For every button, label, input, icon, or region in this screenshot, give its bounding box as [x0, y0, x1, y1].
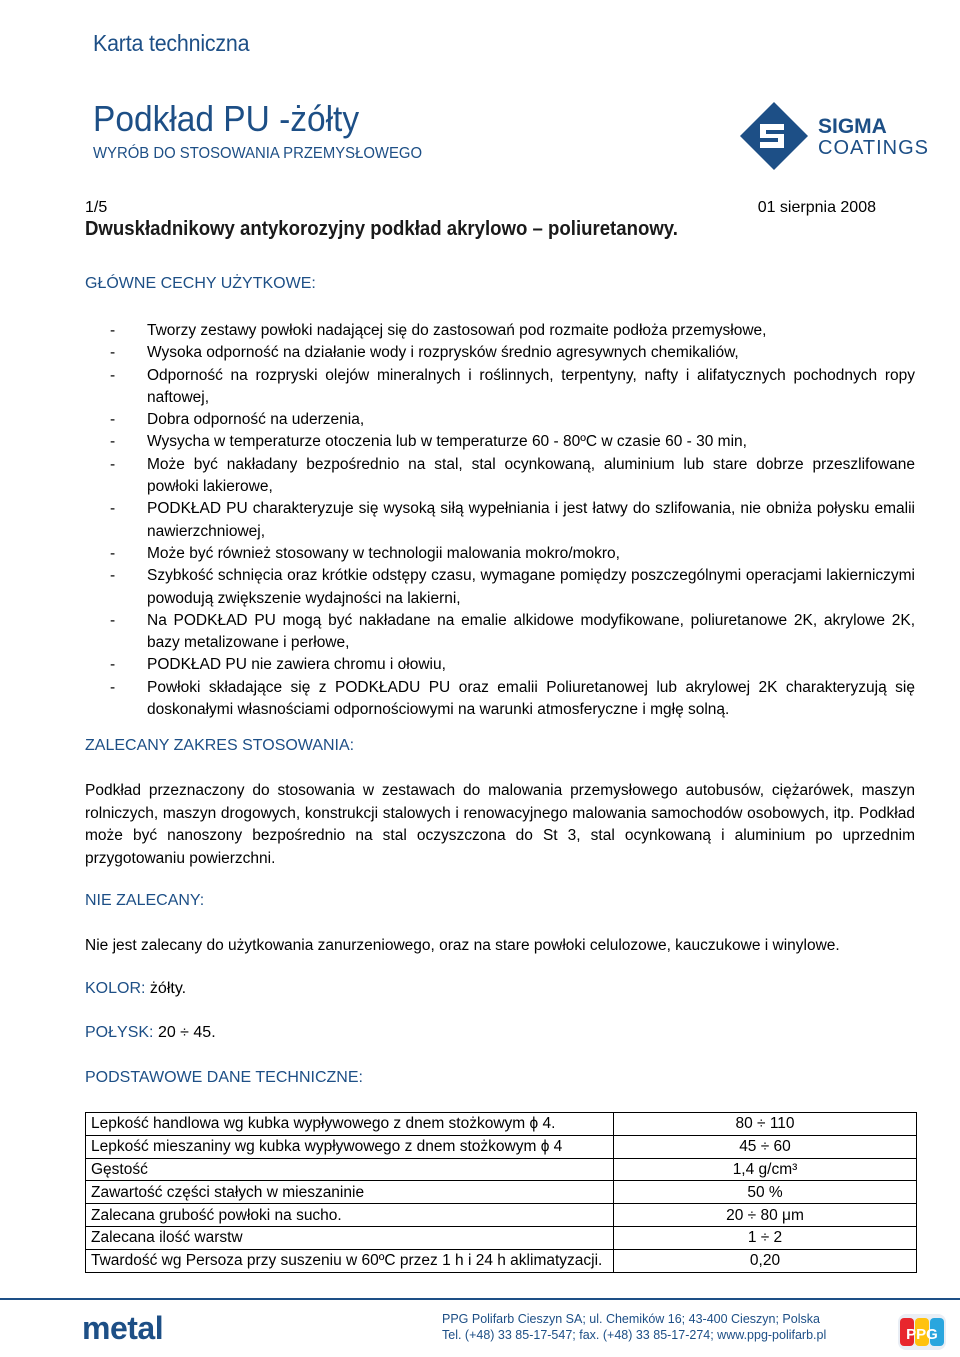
- bullet-dash: -: [110, 455, 116, 473]
- parameter-value: 1,4 g/cm³: [614, 1158, 917, 1181]
- bullet-dash: -: [110, 366, 116, 384]
- bullet-dash: -: [110, 611, 116, 629]
- feature-text: Może być również stosowany w technologii malowania mokro/mokro,: [147, 544, 620, 562]
- sigma-coatings-logo: [738, 100, 928, 172]
- feature-item: [110, 431, 915, 453]
- feature-item: [110, 409, 915, 431]
- parameter-value: 0,20: [614, 1249, 917, 1272]
- ppg-logo-word: PPG: [906, 1326, 938, 1343]
- feature-text: PODKŁAD PU nie zawiera chromu i ołowiu,: [147, 656, 446, 674]
- recommended-text: Podkład przeznaczony do stosowania w zestawach do malowania przemysłowego autobusów, ciężarówek, maszyn rolniczych, maszyn drogowych, konstrukcji stalowych i renowacyjnego malowania samochodów osobowych, itp. Podkład może być nanoszony bezpośrednio na stal oczyszczona do St 3, stal ocynkowaną i aluminium po uprzednim przygotowaniu powierzchni.: [85, 782, 915, 867]
- feature-item: [110, 565, 915, 610]
- parameter-name: Zawartość części stałych w mieszaninie: [86, 1181, 614, 1204]
- parameter-name: Lepkość mieszaniny wg kubka wypływowego z dnem stożkowym ϕ 4: [86, 1135, 614, 1158]
- technical-data-table: [85, 1112, 917, 1273]
- feature-text: Odporność na rozpryski olejów mineralnych i roślinnych, terpentyny, nafty i alifatycznych pochodnych ropy naftowej,: [147, 366, 915, 406]
- not-recommended-heading: NIE ZALECANY:: [85, 892, 205, 909]
- footer-brand: metal: [82, 1310, 164, 1346]
- recommended-heading: ZALECANY ZAKRES STOSOWANIA:: [85, 737, 355, 754]
- feature-text: Na PODKŁAD PU mogą być nakładane na emalie alkidowe modyfikowane, poliuretanowe 2K, akrylowe 2K, bazy metalizowane i perłowe,: [147, 611, 915, 652]
- parameter-value: 1 ÷ 2: [614, 1226, 917, 1249]
- feature-item: [110, 610, 915, 655]
- footer-divider: [0, 1298, 960, 1300]
- feature-text: Wysoka odporność na działanie wody i rozprysków średnio agresywnych chemikaliów,: [147, 344, 739, 362]
- bullet-dash: -: [110, 344, 116, 362]
- parameter-name: Lepkość handlowa wg kubka wypływowego z dnem stożkowym ϕ 4.: [86, 1113, 614, 1136]
- table-row: [86, 1249, 917, 1272]
- parameter-name: Zalecana grubość powłoki na sucho.: [86, 1204, 614, 1227]
- gloss-label: POŁYSK:: [85, 1024, 154, 1041]
- feature-item: [110, 454, 915, 499]
- footer-address: PPG Polifarb Cieszyn SA; ul. Chemików 16; 43-400 Cieszyn; Polska: [442, 1312, 820, 1326]
- table-row: [86, 1135, 917, 1158]
- feature-item: [110, 498, 915, 543]
- table-row: [86, 1113, 917, 1136]
- color-label: KOLOR:: [85, 980, 146, 997]
- parameter-name: Twardość wg Persoza przy suszeniu w 60ºC przez 1 h i 24 h aklimatyzacji.: [86, 1249, 614, 1272]
- logo-word-sigma: SIGMA: [818, 115, 887, 138]
- table-row: [86, 1158, 917, 1181]
- product-headline: Dwuskładnikowy antykorozyjny podkład akrylowo – poliuretanowy.: [85, 218, 678, 240]
- features-list: [110, 320, 915, 721]
- feature-item: [110, 365, 915, 410]
- bullet-dash: -: [110, 411, 116, 429]
- sigma-logo-icon: [738, 100, 928, 172]
- bullet-dash: -: [110, 567, 116, 585]
- footer-contact: Tel. (+48) 33 85-17-547; fax. (+48) 33 85-17-274; www.ppg-polifarb.pl: [442, 1328, 827, 1342]
- feature-text: Szybkość schnięcia oraz krótkie odstępy czasu, wymagane pomiędzy poszczególnymi operacjami lakierniczymi powodują zwiększenie wydajności na lakierni,: [147, 567, 915, 607]
- bullet-dash: -: [110, 678, 116, 696]
- not-recommended-text: Nie jest zalecany do użytkowania zanurzeniowego, oraz na stare powłoki celulozowe, kauczukowe i winylowe.: [85, 937, 840, 954]
- feature-item: [110, 543, 915, 565]
- table-row: [86, 1204, 917, 1227]
- parameter-value: 20 ÷ 80 μm: [614, 1204, 917, 1227]
- parameter-value: 50 %: [614, 1181, 917, 1204]
- logo-word-coatings: COATINGS: [818, 137, 928, 159]
- document-date: 01 sierpnia 2008: [757, 199, 876, 216]
- parameter-value: 45 ÷ 60: [614, 1135, 917, 1158]
- feature-text: Powłoki składające się z PODKŁADU PU oraz emalii Poliuretanowej lub akrylowej 2K charakteryzują się doskonałymi własnościami odpornościowymi na warunki atmosferyczne i mgłę solną.: [147, 678, 915, 719]
- page-number: 1/5: [85, 199, 108, 216]
- table-row: [86, 1181, 917, 1204]
- bullet-dash: -: [110, 433, 116, 451]
- bullet-dash: -: [110, 500, 116, 518]
- color-value: żółty.: [149, 980, 187, 997]
- bullet-dash: -: [110, 322, 116, 339]
- ppg-logo: [898, 1312, 946, 1352]
- parameter-name: Zalecana ilość warstw: [86, 1226, 614, 1249]
- feature-text: Może być nakładany bezpośrednio na stal, stal ocynkowaną, aluminium lub stare dobrze przeszlifowane powłoki lakierowe,: [147, 455, 915, 496]
- feature-item: [110, 654, 915, 676]
- document-type: Karta techniczna: [93, 30, 250, 56]
- technical-heading: PODSTAWOWE DANE TECHNICZNE:: [85, 1069, 363, 1086]
- product-title: Podkład PU -żółty: [93, 98, 360, 139]
- product-subtitle: WYRÓB DO STOSOWANIA PRZEMYSŁOWEGO: [93, 145, 423, 162]
- table-row: [86, 1226, 917, 1249]
- ppg-logo-icon: [898, 1312, 946, 1352]
- feature-text: Dobra odporność na uderzenia,: [147, 411, 365, 429]
- bullet-dash: -: [110, 656, 116, 674]
- feature-item: [110, 677, 915, 722]
- feature-item: [110, 342, 915, 364]
- bullet-dash: -: [110, 544, 116, 562]
- gloss-row: [85, 1024, 216, 1042]
- color-row: [85, 980, 186, 998]
- gloss-value: 20 ÷ 45.: [157, 1024, 216, 1041]
- parameter-value: 80 ÷ 110: [614, 1113, 917, 1136]
- feature-text: PODKŁAD PU charakteryzuje się wysoką siłą wypełniania i jest łatwy do szlifowania, nie obniża połysku emalii nawierzchniowej,: [147, 500, 915, 540]
- feature-text: Tworzy zestawy powłoki nadającej się do zastosowań pod rozmaite podłoża przemysłowe,: [147, 322, 767, 339]
- features-heading: GŁÓWNE CECHY UŻYTKOWE:: [85, 275, 316, 292]
- parameter-name: Gęstość: [86, 1158, 614, 1181]
- feature-text: Wysycha w temperaturze otoczenia lub w temperaturze 60 - 80ºC w czasie 60 - 30 min,: [147, 433, 747, 451]
- feature-item: [110, 320, 915, 342]
